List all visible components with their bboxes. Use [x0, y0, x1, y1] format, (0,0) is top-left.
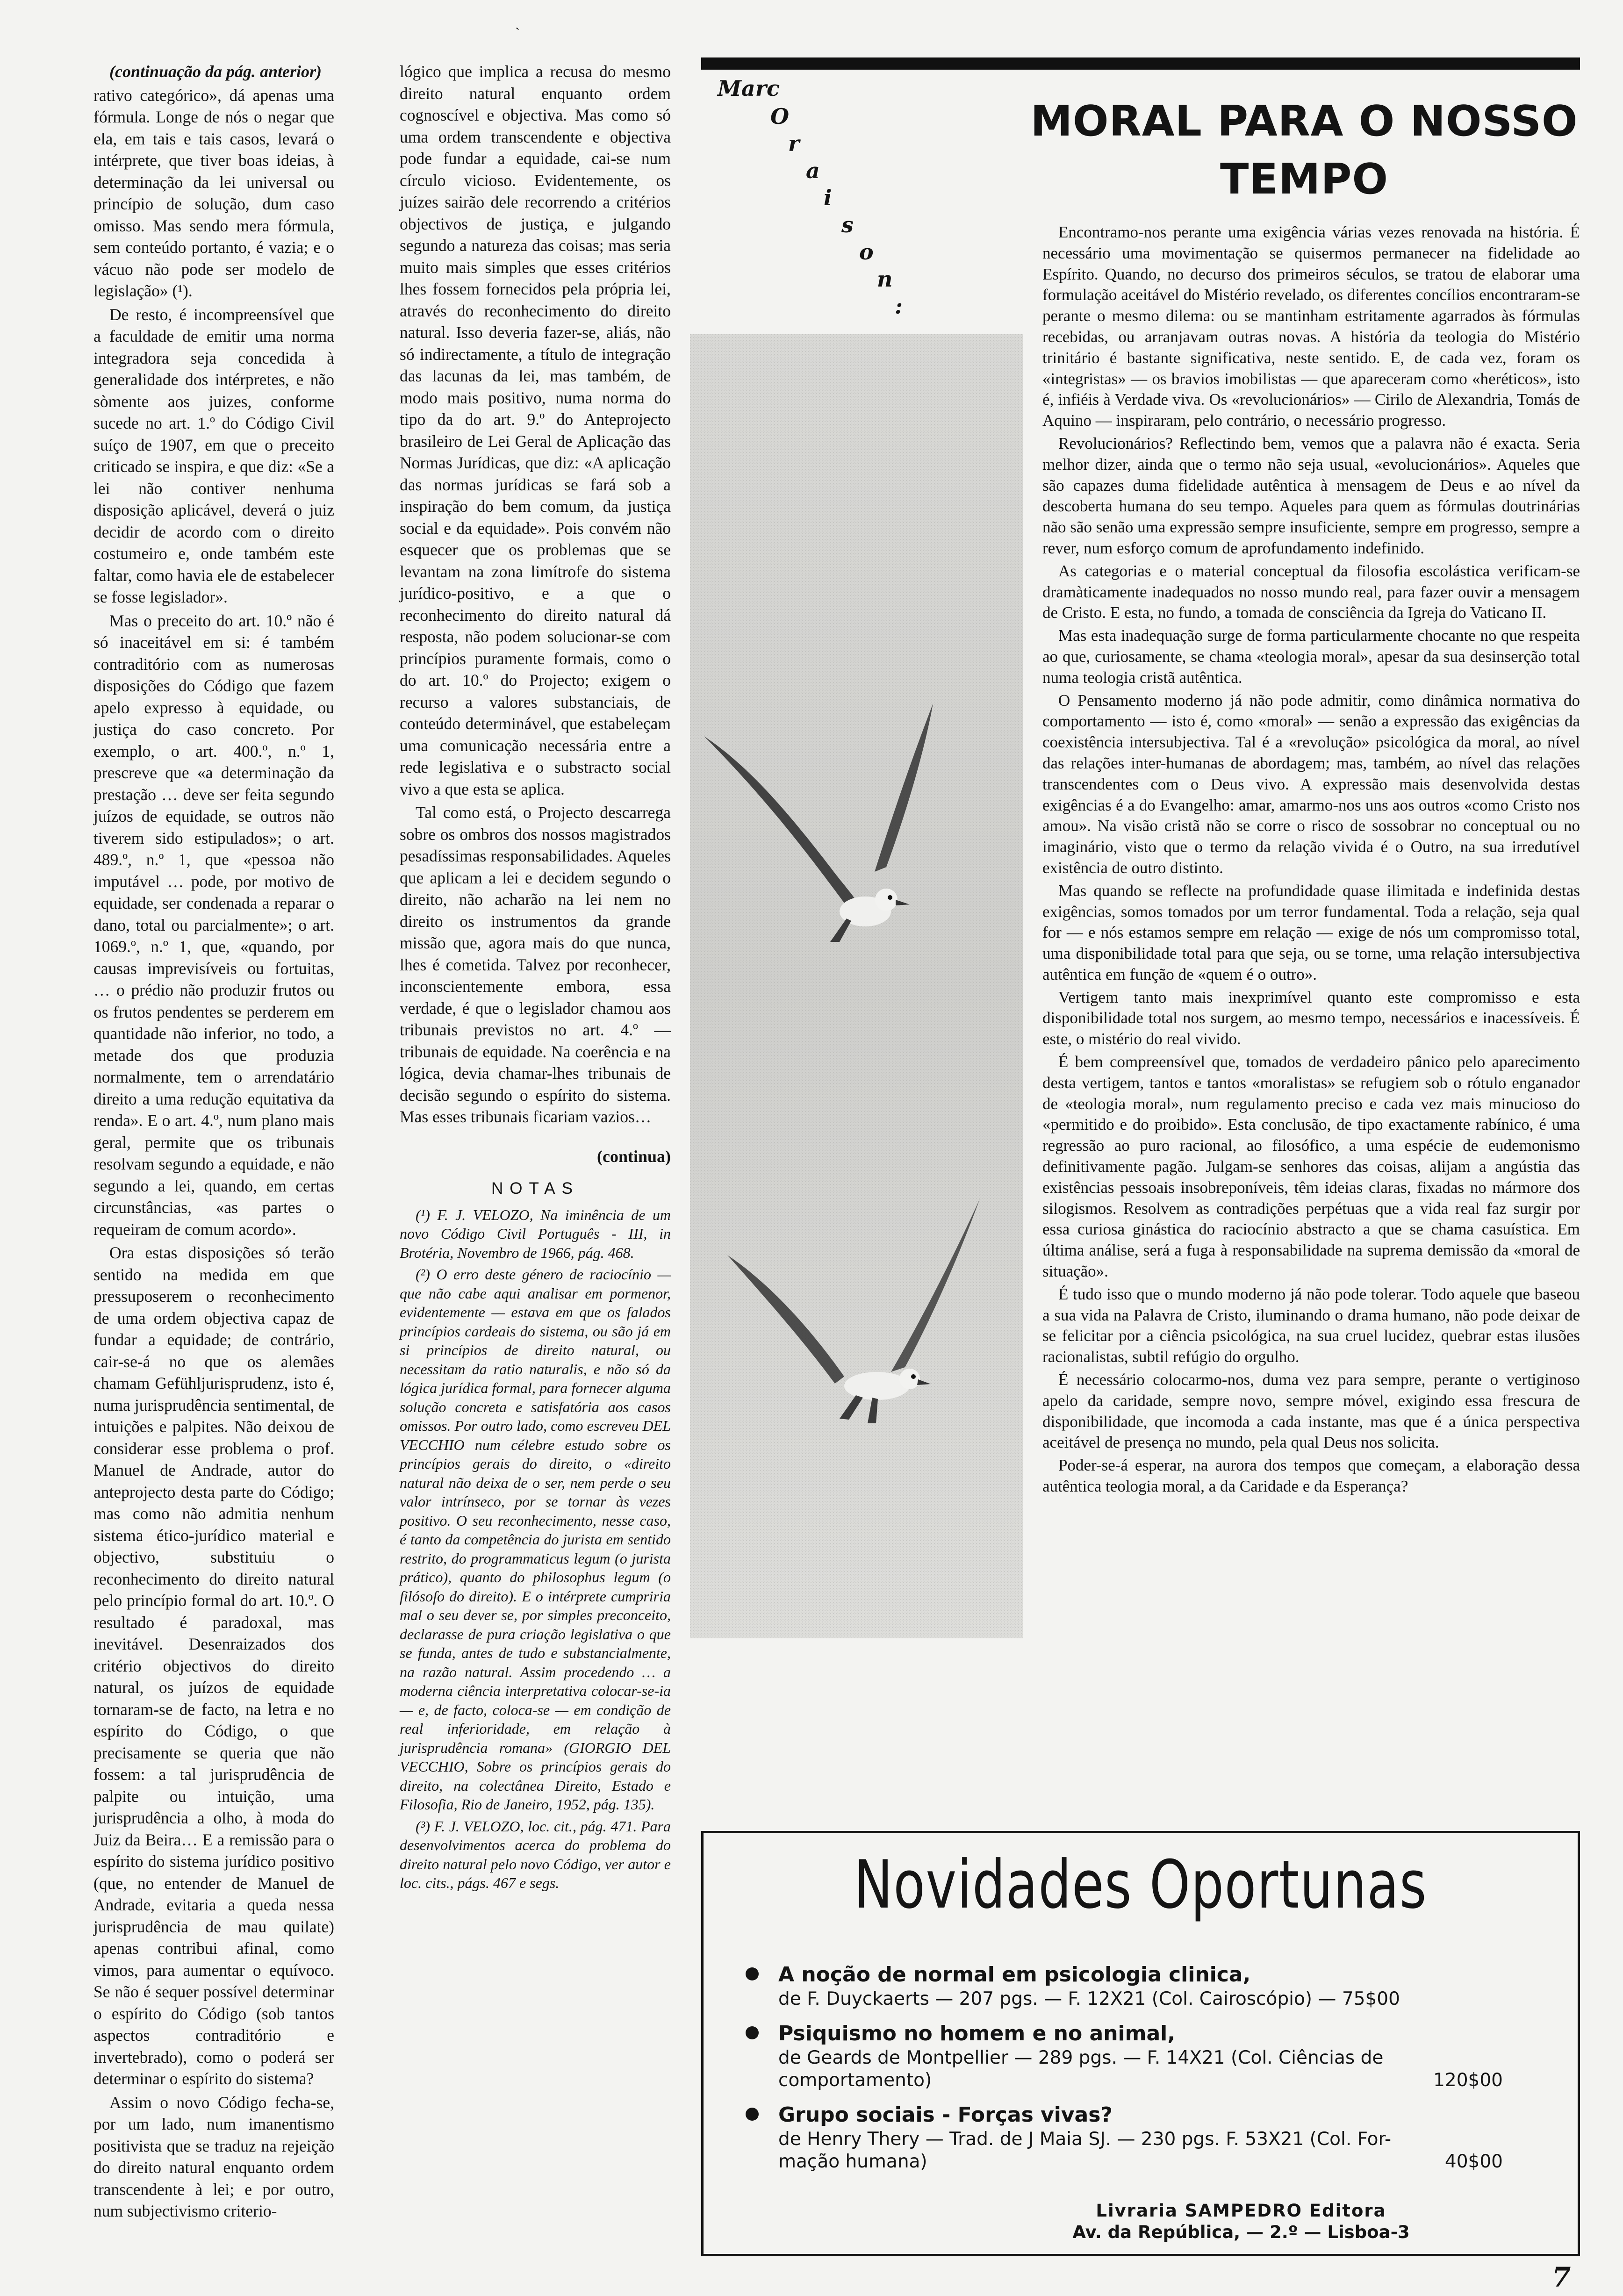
- bullet-icon: [746, 2108, 759, 2121]
- continua-label: (continua): [596, 1147, 671, 1166]
- article-paragraph: Encontramo-nos perante uma exigência várias vezes renovada na história. É necessário uma movimentação se quisermos permanecer na fidelidade ao Espírito. Quando, no decurso dos primeiros séculos, se tratou de elaborar uma formulação aceitável do Mistério revelado, os diferentes concílios encontraram-se perante o mesmo dilema: ou se mantinham estritamente agarrados às fórmulas recebidas, ou arranjavam outras novas. A história da teologia do Mistério trinitário é bastante significativa, neste sentido. E, de cada vez, foram os «integristas» — os bravios imobilistas — que apareceram como «heréticos», isto é, infiéis à Verdade viva. Os «revolucionários» — Cirilo de Alexandria, Tomás de Aquino — inspiraram, pelo contrário, o necessário progresso.: [1042, 223, 1580, 430]
- author-letter: a: [806, 158, 820, 183]
- article-paragraph: Poder-se-á esperar, na aurora dos tempos que começam, a elaboração dessa autêntica teologia moral, a da Caridade e da Esperança?: [1042, 1456, 1580, 1496]
- ad-title: Novidades Oportunas: [854, 1846, 1428, 1923]
- column-2: [400, 61, 671, 1895]
- ad-book-title: Grupo sociais - Forças vivas?: [778, 2103, 1113, 2127]
- page-number: 7: [1552, 2261, 1571, 2293]
- ad-book-title: Psiquismo no homem e no animal,: [778, 2022, 1175, 2045]
- ad-publisher: [1031, 2200, 1451, 2243]
- bullet-icon: [746, 2026, 759, 2039]
- col1-paragraph: De resto, é incompreensível que a faculdade de emitir uma norma integradora seja concedida à generalidade dos intérpretes, e não sòmente aos juizes, conforme sucede no art. 1.º do Código Civil suíço de 1907, em que o preceito criticado se inspira, e que diz: «Se a lei não contiver nenhuma disposição aplicável, deverá o juiz decidir de acordo com o direito costumeiro e, onde também este faltar, como havia ele de estabelecer se fosse legislador».: [93, 305, 334, 606]
- article-paragraph: É bem compreensível que, tomados de verdadeiro pânico pelo aparecimento desta vertigem, tantos e tantos «moralistas» se refugiem sob o rótulo enganador de «teologia moral», num regulamento preciso e cada vez mais minucioso do «permitido e do proibido». Esta conclusão, de tipo exactamente rabínico, é uma regressão ao puro racional, ao filosófico, a uma espécie de eudemonismo definitivamente pagão. Julgam-se senhores das coisas, alijam a angústia das existências pessoais insobreponíveis, têm ideias claras, fixadas no mármore dos silogismos. Resolvem as contradições perpétuas que a vida real faz surgir por essa curiosa ginástica do raciocínio abstracto a que se chama casuística. Em última análise, será a fuga à responsabilidade na suprema demissão da «moral de situação».: [1042, 1053, 1580, 1281]
- col2-paragraph: lógico que implica a recusa do mesmo direito natural enquanto ordem cognoscível e objectiva. Mas como só uma ordem transcendente e objectiva pode fundar a equidade, cai-se num círculo vicioso. Evidentemente, os juízes sairão dele recorrendo a critérios objectivos de justiça, e julgando segundo a natureza das coisas; mas seria muito mais simples que esses critérios lhes fossem fornecidos pela própria lei, através do reconhecimento do direito natural. Isso deveria fazer-se, aliás, não só indirectamente, a título de integração das lacunas da lei, mas também, de modo mais positivo, numa norma do tipo da do art. 9.º do Anteprojecto brasileiro de Lei Geral de Aplicação das Normas Jurídicas, que diz: «A aplicação das normas jurídicas se fará sob a inspiração do bem comum, da justiça social e da equidade». Pois convém não esquecer que os problemas que se levantam na zona limítrofe do sistema jurídico-positivo, e a que o reconhecimento do direito natural dá resposta, não podem solucionar-se com princípios puramente formais, como o do art. 10.º do Projecto; exigem o recurso a valores substanciais, de conteúdo determinável, que estabeleçam uma comunicação necessária entre a rede legislativa e o substracto social vivo a que esta se aplica.: [400, 62, 671, 798]
- author-letter: s: [841, 212, 854, 237]
- article-title: MORAL PARA O NOSSO TEMPO: [1030, 97, 1578, 204]
- notes-heading: NOTAS: [491, 1179, 579, 1198]
- col1-paragraph: Ora estas disposições só terão sentido na medida em que pressuposerem o reconhecimento de uma ordem objectiva capaz de fundar a equidade; de contrário, cair-se-á no que os alemães chamam Gefühljurisprudenz, isto é, numa jurisprudência sentimental, de intuições e palpites. Não deixou de considerar esse problema o prof. Manuel de Andrade, autor do anteprojecto desta parte do Código; mas como não admitia nenhum sistema ético-jurídico material e objectivo, substituiu o reconhecimento do direito natural pelo princípio formal do art. 10.º. O resultado é paradoxal, mas inevitável. Desenraizados dos critério objectivos do direito natural, os juízos de equidade tornaram-se de facto, na letra e no espírito do Código, o que precisamente se queria que não fossem: a tal jurisprudência de palpite ou intuição, uma jurisprudência a olho, à moda do Juiz da Beira… E a remissão para o espírito do sistema jurídico positivo (que, no entender de Manuel de Andrade, evitaria a queda nessa jurisprudência de mau quilate) apenas contribui afinal, como vimos, para aumentar o equívoco. Se não é sequer possível determinar o espírito do Código (sob tantos aspectos contraditório e invertebrado), como o poderá ser determinar o espírito do sistema?: [93, 1243, 334, 2088]
- footnote: (²) O erro deste género de raciocínio — que não cabe aqui analisar em pormenor, evidentemente — estava em que os falados princípios cardeais do sistema, ou são já em si princípios de direito natural, ou necessitam da ratio naturalis, e não só da lógica jurídica formal, para fornecer alguma solução concreta e satisfatória aos casos omissos. Por outro lado, como escreveu DEL VECCHIO num célebre estudo sobre os princípios gerais do direito, o «direito natural não deixa de o ser, nem perde o seu valor intrínseco, por se tornar às vezes positivo. O seu reconhecimento, nesse caso, é tanto da competência do jurista em sentido restrito, do programmaticus legum (o jurista prático), quanto do philosophus legum (o filósofo do direito). E o intérprete cumpriria mal o seu dever se, por simples preconceito, declarasse de pura criação legislativa o que se funda, antes de tudo e substancialmente, na razão natural. Assim procedendo … a moderna ciência interpretativa colocar-se-ia — e, de facto, coloca-se — em condição de real inferioridade, em relação à jurisprudência romana» (GIORGIO DEL VECCHIO, Sobre os princípios gerais do direito, na colectânea Direito, Estado e Filosofia, Rio de Janeiro, 1952, pág. 135).: [400, 1266, 671, 1813]
- ad-book-details-cont: mação humana): [778, 2151, 927, 2172]
- publisher-name: Livraria SAMPEDRO Editora: [1096, 2201, 1386, 2221]
- article-paragraph: Mas esta inadequação surge de forma particularmente chocante no que respeita ao que, curiosamente, se chama «teologia moral», apesar da sua desinserção total numa teologia cristã autêntica.: [1042, 626, 1580, 687]
- ad-book-title: A noção de normal em psicologia clinica,: [778, 1963, 1251, 1987]
- author-letter: i: [824, 185, 832, 210]
- bullet-icon: [746, 1967, 759, 1980]
- author-letter: r: [788, 131, 800, 156]
- top-rule: [701, 57, 1580, 70]
- ad-book-item: [778, 1962, 1503, 2010]
- article-paragraph: Revolucionários? Reflectindo bem, vemos que a palavra não é exacta. Seria melhor dizer, ainda que o termo não seja usual, «evolucionários». Aqueles que são capazes duma fidelidade autêntica à mensagem de Deus e ao nível da descoberta humana do seu tempo. Aqueles para quem as fórmulas doutrinárias não são senão uma expressão sempre insuficiente, sempre em progresso, sempre a rever, num esforço comum de aprofundamento indefinido.: [1042, 434, 1580, 557]
- ad-book-details: de F. Duyckaerts — 207 pgs. — F. 12X21 (Col. Cairoscópio) — 75$00: [778, 1988, 1400, 2009]
- ad-book-details: de Geards de Montpellier — 289 pgs. — F. 14X21 (Col. Ciências de: [778, 2047, 1384, 2068]
- author-letter: n: [877, 266, 893, 292]
- article-paragraph: Vertigem tanto mais inexprimível quanto este compromisso e esta disponibilidade total nos surgem, ao mesmo tempo, necessários e inacessíveis. É este, o mistério do real vivido.: [1042, 988, 1580, 1048]
- ad-book-price: 40$00: [1444, 2151, 1503, 2172]
- ad-book-item: [778, 2021, 1503, 2092]
- author-letter: :: [895, 294, 903, 319]
- article-paragraph: O Pensamento moderno já não pode admitir, como dinâmica normativa do comportamento — isto é, como «moral» — senão a expressão das exigências da coexistência intersubjectiva. Tal é a «revolução» psicológica da moral, ao nível das relações inter-humanas de abordagem; mas, também, ao nível das relações transcendentes com o Deus vivo. A expressão mais desenvolvida destas exigências é a do Evangelho: amar, amarmo-nos uns aos outros «como Cristo nos amou». Na visão cristã não se corre o risco de sossobrar no conceptual ou no imaginário, visto que o termo da relação vivida é o Outro, na sua irredutível existência de outro distinto.: [1042, 691, 1580, 877]
- col1-paragraph: rativo categórico», dá apenas uma fórmula. Longe de nós o negar que ela, em tais e tais casos, levará o intérprete, que tiver boas ideias, à determinação da lei universal ou princípio de solução, dum caso omisso. Mas sendo mera fórmula, sem conteúdo portanto, é vazia; e o vácuo não pode ser modelo de legislação» (¹).: [93, 86, 334, 300]
- author-letter: o: [859, 239, 874, 265]
- col2-paragraph: Tal como está, o Projecto descarrega sobre os ombros dos nossos magistrados pesadíssimas responsabilidades. Aqueles que aplicam a lei e decidem segundo o direito, não acharão na lei nem no direito os instrumentos da grande missão que, agora mais do que nunca, lhes é cometida. Talvez por reconhecer, inconscientemente embora, essa verdade, é que o legislador chamou aos tribunais previstos no art. 4.º — tribunais de equidade. Na coerência e na lógica, devia chamar-lhes tribunais de decisão segundo o espírito do sistema. Mas esses tribunais ficariam vazios…: [400, 803, 671, 1126]
- book-advertisement: [701, 1831, 1580, 2256]
- author-first-name: Marc: [718, 76, 780, 101]
- footnote: (³) F. J. VELOZO, loc. cit., pág. 471. Para desenvolvimentos acerca do problema do direito natural pelo novo Código, ver autor e loc. cits., págs. 467 e segs.: [400, 1817, 671, 1891]
- article-paragraph: É necessário colocarmo-nos, duma vez para sempre, perante o vertiginoso apelo da caridade, sempre novo, sempre móvel, exigindo essa frescura de disponibilidade, que incomoda a cada instante, mas que é a única perspectiva aceitável de presença no mundo, pela qual Deus nos solicita.: [1042, 1370, 1580, 1452]
- author-letter: O: [770, 104, 790, 129]
- seagulls-photo: [690, 334, 1023, 1638]
- ad-book-price: 120$00: [1433, 2070, 1503, 2091]
- article-paragraph: Mas quando se reflecte na profundidade quase ilimitada e indefinida destas exigências, somos tomados por um terror fundamental. Toda a relação, seja qual for — e nós estamos sempre em relação — exige de nós um compromisso total, uma disponibilidade total para que seja, ou se torne, uma relação intersubjectiva autêntica em função de «quem é o outro».: [1042, 881, 1580, 983]
- ad-book-details: de Henry Thery — Trad. de J Maia SJ. — 230 pgs. F. 53X21 (Col. For-: [778, 2129, 1392, 2150]
- article-paragraph: As categorias e o material conceptual da filosofia escolástica verificam-se dramàticamente inadequados no nosso mundo real, para fazer ouvir a mensagem de Cristo. E esta, no fundo, a tomada de consciência da Igreja do Vaticano II.: [1042, 561, 1580, 622]
- continuation-header: (continuação da pág. anterior): [109, 62, 322, 81]
- stray-mark: `: [515, 25, 520, 41]
- column-1: [93, 61, 334, 2224]
- col1-paragraph: Mas o preceito do art. 10.º não é só inaceitável em si: é também contraditório com as numerosas disposições do Código que fazem apelo expresso à equidade, ou justiça do caso concreto. Por exemplo, o art. 400.º, n.º 1, prescreve que «a determinação da prestação … deve ser feita segundo juízos de equidade, se outros não tiverem sido estipulados»; o art. 489.º, n.º 1, que «pessoa não imputável … pode, por motivo de equidade, ser condenada a reparar o dano, total ou parcialmente»; o art. 1069.º, n.º 1, que, «quando, por causas imprevisíveis ou fortuitas, … o prédio não produzir frutos ou os frutos pendentes se perderem em quantidade não inferior, no todo, a metade dos que produzia normalmente, tem o arrendatário direito a uma redução equitativa da renda». E o art. 4.º, num plano mais geral, permite que os tribunais resolvam segundo a equidade, e não segundo a lei, quando, em certas circunstâncias, «as partes o requeiram de comum acordo».: [93, 611, 334, 1239]
- col1-paragraph: Assim o novo Código fecha-se, por um lado, num imanentismo positivista que se traduz na rejeição do direito natural enquanto ordem transcendente à lei; e por outro, num subjectivismo criterio-: [93, 2093, 334, 2220]
- ad-book-item: [778, 2102, 1503, 2173]
- footnote: (¹) F. J. VELOZO, Na iminência de um novo Código Civil Português - III, in Brotéria, Novembro de 1966, pág. 468.: [400, 1206, 671, 1261]
- article-paragraph: É tudo isso que o mundo moderno já não pode tolerar. Todo aquele que baseou a sua vida na Palavra de Cristo, iluminando o drama humano, não pode deixar de se felicitar por a ciência psicológica, na sua cruel lucidez, quebrar estas ilusões racionalistas, subtil refúgio do orgulho.: [1042, 1284, 1580, 1366]
- article-body: [1042, 222, 1580, 1499]
- ad-book-details-cont: comportamento): [778, 2070, 932, 2091]
- publisher-address: Av. da República, — 2.º — Lisboa-3: [1072, 2222, 1410, 2242]
